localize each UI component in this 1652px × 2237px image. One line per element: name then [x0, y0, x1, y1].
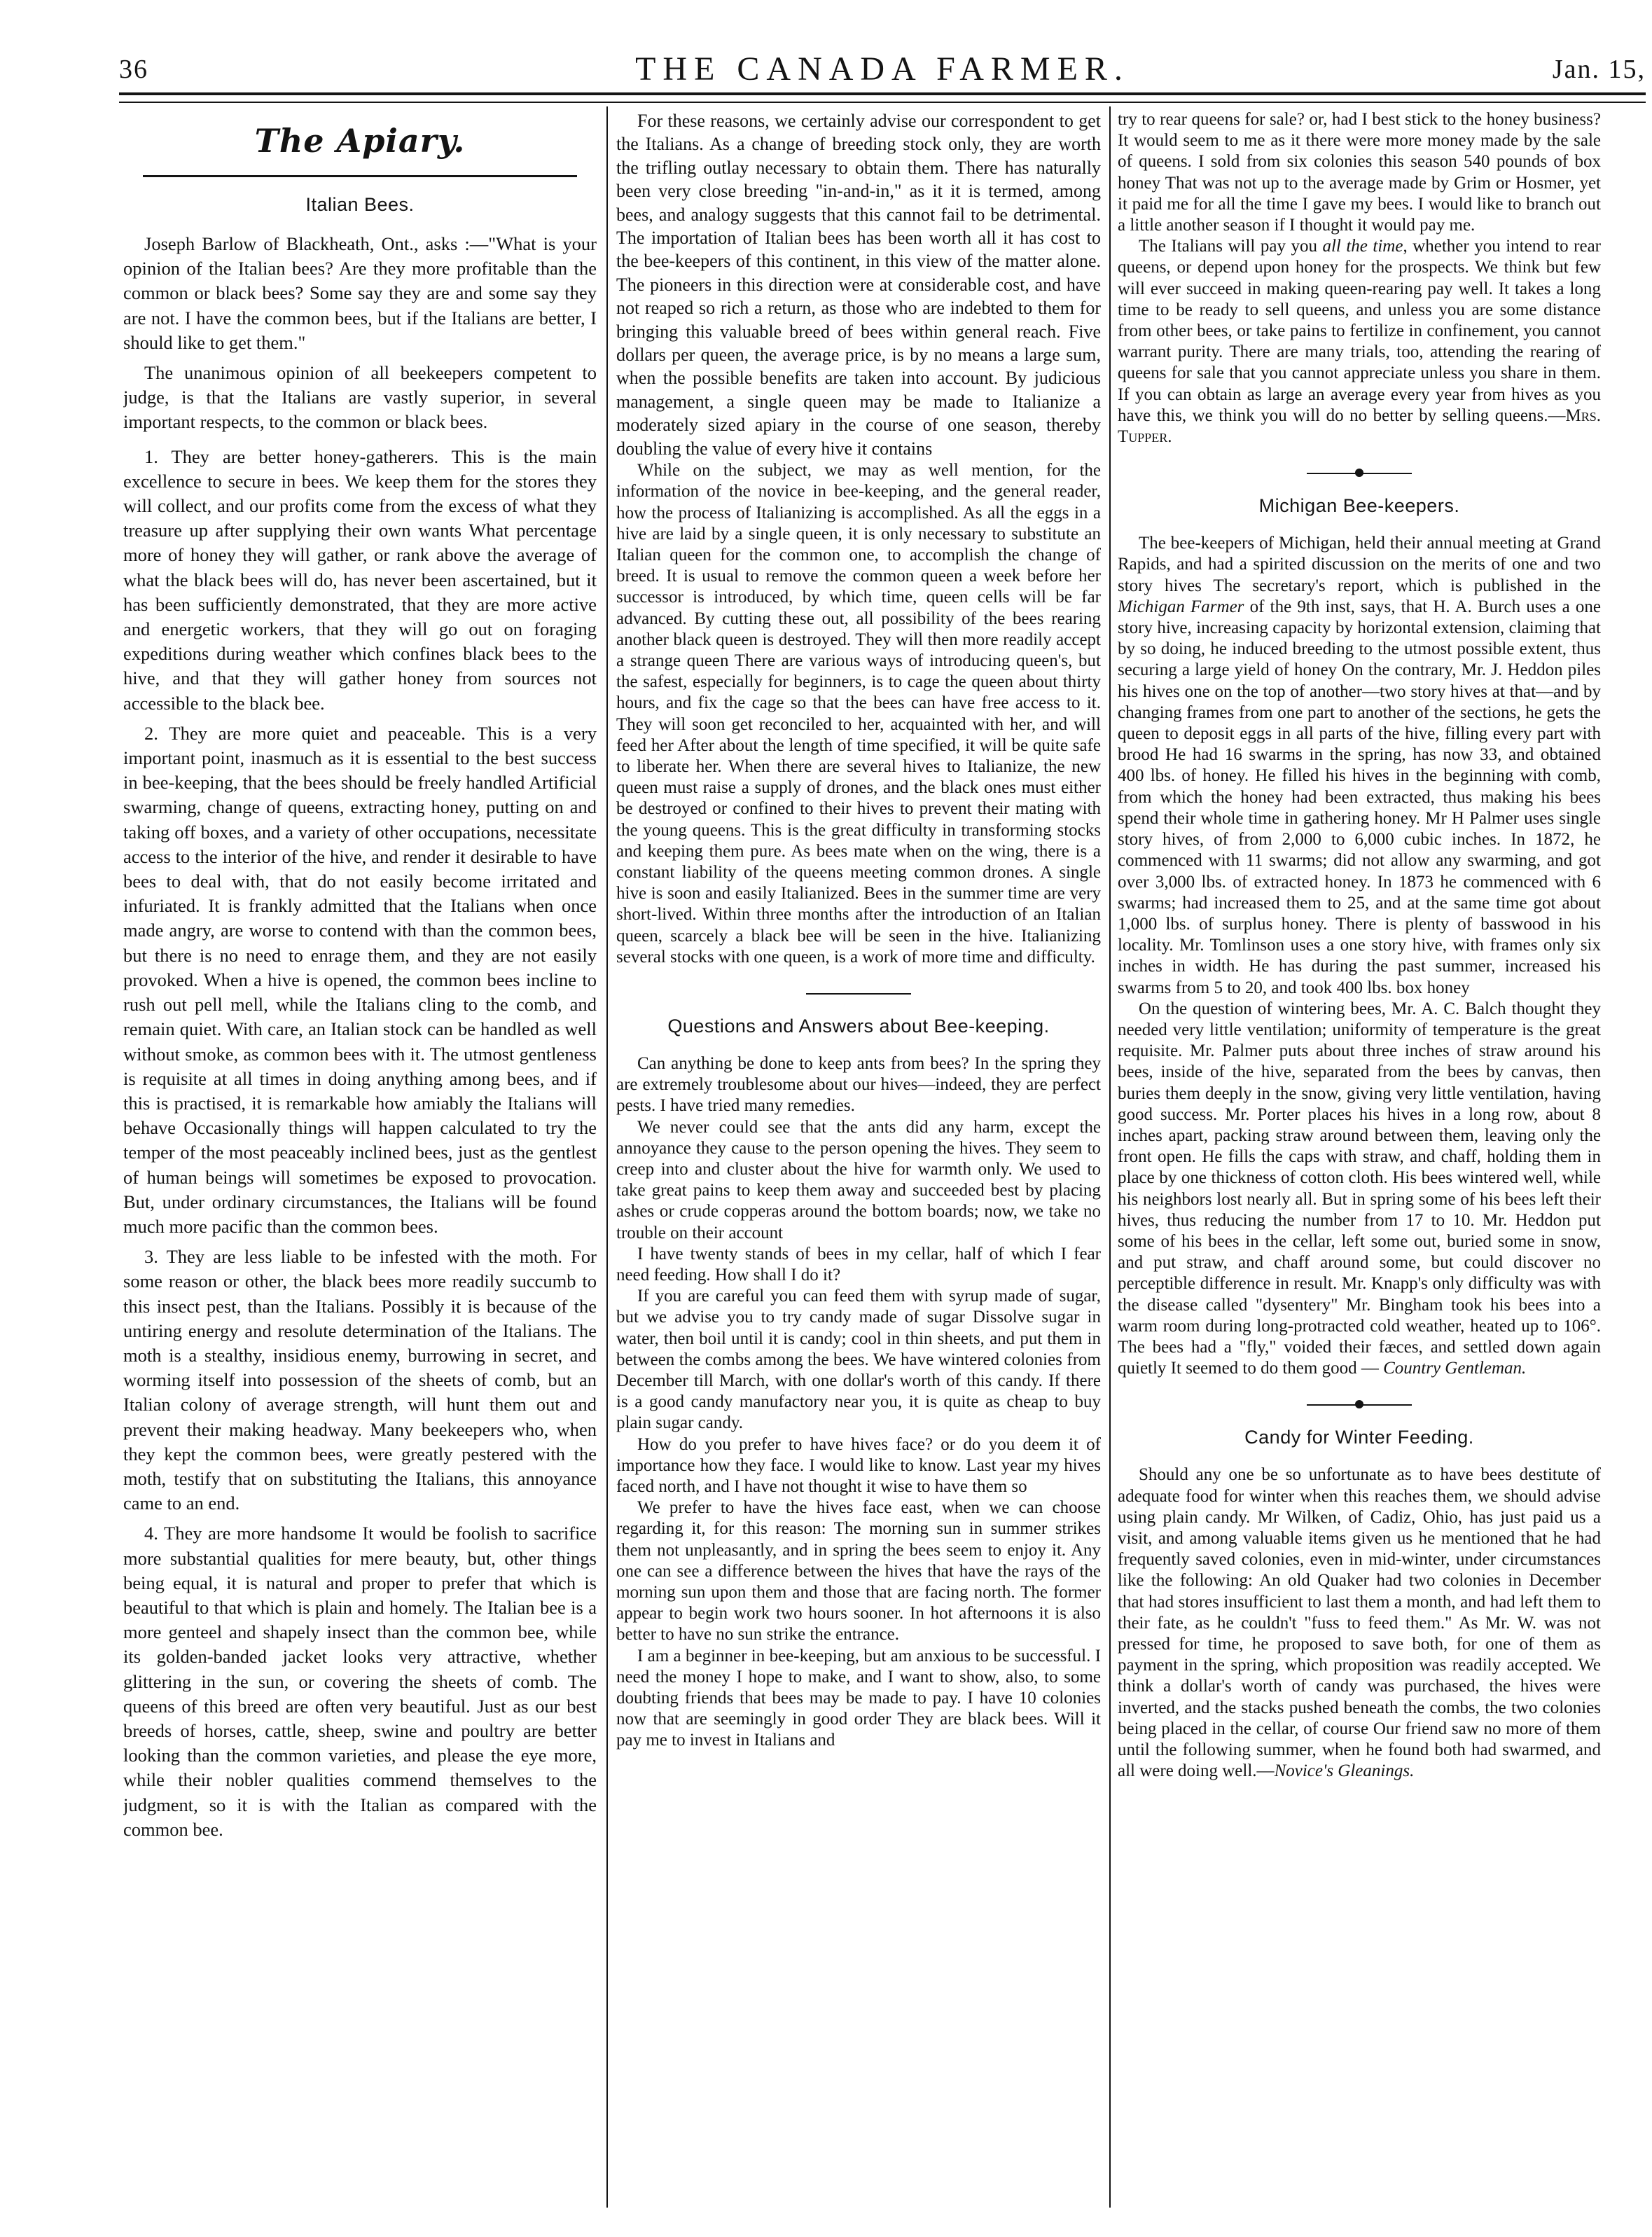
section-separator — [616, 989, 1101, 999]
question-paragraph: try to rear queens for sale? or, had I best stick to the honey business? It would seem to me as it there were more money made by the sale of queens. I sold from six colonies this season 540 pounds of box honey That was not up to the average made by Grim or Hosmer, yet it paid me for all the time I gave my bees. I would like to branch out a little another season if I thought it would pay me. — [1118, 110, 1601, 235]
answer-paragraph: If you are careful you can feed them with syrup made of sugar, but we advise you to try candy made of sugar Dissolve sugar in water, then boil until it is candy; cool in thin sheets, and put them in between the combs among the bees. We have wintered colonies from December till March, with one dollar's worth of this candy. If there is a good candy manufactory near you, it is quite as cheap to buy plain sugar candy. — [616, 1287, 1101, 1433]
article-heading-michigan: Michigan Bee-keepers. — [1258, 495, 1460, 517]
article-paragraph: Joseph Barlow of Blackheath, Ont., asks :—"What is your opinion of the Italian bees? Are they more profitable than the common or black bees? Some say they are and some say they are not. I have the common bees, but if the Italians are better, I should like to get them." — [123, 233, 597, 353]
separator-ornament — [1355, 469, 1363, 477]
column-3 — [1118, 109, 1601, 2210]
article-paragraph: The unanimous opinion of all beekeepers competent to judge, is that the Italians are vastly superior, in several important respects, to the common or black bees. — [123, 362, 597, 433]
column-2 — [616, 109, 1101, 2210]
article-heading-questions-answers: Questions and Answers about Bee-keeping. — [667, 1015, 1050, 1037]
article-heading-candy: Candy for Winter Feeding. — [1244, 1427, 1474, 1448]
masthead — [119, 45, 1646, 94]
article-paragraph: The bee-keepers of Michigan, held their annual meeting at Grand Rapids, and had a spirited discussion on the merits of one and two story hives The secretary's report, which is published in the Michigan Farmer of the 9th inst, says, that H. A. Burch uses a one story hive, increasing capacity by horizontal extension, claiming that by so doing, he induced breeding to the utmost possible extent, thus securing a large yield of honey On the contrary, Mr. J. Heddon piles his hives one on the top of another—two story hives at that—and by changing frames from one part to another of the sections, he gets the queen to deposit eggs in all parts of the hive, filling every part with brood He had 16 swarms in the spring, has now 33, and obtained 400 lbs. of honey. He filled his hives in the beginning with comb, from which the honey had been extracted, thus making his bees spend their whole time in gathering honey. Mr H Palmer uses single story hives, of from 2,000 to 6,000 cubic inches. In 1872, he commenced with 11 swarms; did not allow any swarming, and got over 3,000 lbs. of extracted honey. In 1873 he commenced with 6 swarms; had increased them to 25, and at the same time got about 1,000 lbs. of surplus honey. There is plenty of basswood in his locality. Mr. Tomlinson uses a one story hive, with frames only six inches in width. He has during the past summer, increased his swarms from 5 to 20, and took 400 lbs. box honey — [1118, 534, 1601, 997]
article-paragraph: 3. They are less liable to be infested with the moth. For some reason or other, the black bees more readily succumb to this insect pest, than the Italians. Possibly it is because of the untiring energy and resolute determination of the Italians. The moth is a stealthy, insidious enemy, burrowing in secret, and worming itself into possession of the sheets of comb, but an Italian colony of average strength, will hunt them out and prevent their making headway. Many beekeepers who, when they kept the common bees, were greatly pestered with the moth, testify that on substituting the Italians, this annoyance came to an end. — [123, 1246, 597, 1514]
separator-ornament — [1355, 1400, 1363, 1408]
article-paragraph: 1. They are better honey-gatherers. This is the main excellence to secure in bees. We keep them for the stores they will collect, and our profits come from the excess of what they treasure up after supplying their own wants What percentage more of honey they will gather, or rank above the average of what the black bees will do, has never been ascertained, but it has been sufficiently demonstrated, that they are more active and energetic workers, that they will go out on foraging expeditions during weather which confines black bees to the hive, and that they will gather honey from sources not accessible to the black bee. — [123, 445, 597, 714]
masthead-rule — [119, 92, 1646, 103]
article-paragraph: Should any one be so unfortunate as to have bees destitute of adequate food for winter when this reaches them, we should advise using plain candy. Mr Wilken, of Cadiz, Ohio, has just paid us a visit, and among valuable items given us he mentioned that he had frequently saved colonies, even in mid-winter, under circumstances like the following: An old Quaker had two colonies in December that had stores insufficient to last them a month, and had left them to their fate, as he couldn't "fuss to feed them." As Mr. W. was not pressed for time, he proposed to save both, for one of them as payment in the spring, which proposition was readily accepted. We think a dollar's worth of candy was purchased, the hives were inverted, and the stacks pushed beneath the combs, the two colonies being placed in the cellar, of course Our friend saw no more of them until the following summer, when he found both had swarmed, and all were doing well.—Novice's Gleanings. — [1118, 1465, 1601, 1781]
column-divider — [606, 106, 608, 2208]
answer-paragraph: We prefer to have the hives face east, when we can choose regarding it, for this reason: The morning sun in summer strikes them not unpleasantly, and in spring the bees seem to enjoy it. Any one can see a difference between the hives that have the rays of the morning sun upon them and those that are facing north. The former appear to begin work two hours sooner. In hot afternoons it is also better to have no sun strike the entrance. — [616, 1498, 1101, 1644]
article-paragraph: 4. They are more handsome It would be foolish to sacrifice more substantial qualities for mere beauty, but, other things being equal, it is natural and proper to prefer that which is beautiful to that which is plain and homely. The Italian bee is a more genteel and shapely insect than the common bee, while its golden-banded jacket looks very attractive, whether glittering in the sun, or covering the sheets of comb. The queens of this breed are often very beautiful. Just as our best breeds of horses, cattle, sheep, swine and poultry are better looking than the common varieties, and please the eye more, while their nobler qualities commend themselves to the judgment, so it is with the Italian as compared with the common bee. — [123, 1523, 597, 1840]
page-number: 36 — [119, 55, 148, 84]
article-paragraph: On the question of wintering bees, Mr. A. C. Balch thought they needed very little ventilation; uniformity of temperature is the great requisite. Mr. Palmer puts about three inches of straw around his bees, inside of the hive, separated from the bees by canvas, then buries them deeply in the snow, giving very little ventilation, having good success. Mr. Porter places his hives in a long row, about 8 inches apart, packing straw around between them, leaving only the front open. He fills the caps with straw, and chaff, holding them in place by one thickness of cotton cloth. His bees wintered well, while his neighbors lost nearly all. But in spring some of his bees left their hives, thus reducing the number from 17 to 10. Mr. Heddon put some of his bees in the cellar, left some out, buried some in snow, and put straw, and chaff around some, but could discover no perceptible difference in result. Mr. Knapp's only difficulty was with the disease called "dysentery" Mr. Bingham took his bees into a warm room during long-protracted cold weather, heated up to 106°. The bees had a "fly," voided their fæces, and settled down again quietly It seemed to do them good — Country Gentleman. — [1118, 999, 1601, 1378]
article-paragraph: While on the subject, we may as well mention, for the information of the novice in bee-keeping, and the general reader, how the process of Italianizing is accomplished. As all the eggs in a hive are laid by a single queen, it is only necessary to substitute an Italian queen for the common one, to accomplish the change of breed. It is usual to remove the common queen a week before her successor is introduced, by which time, queen cells will be far advanced. By cutting these out, all possibility of the bees rearing another black queen is destroyed. They will then more readily accept a strange queen There are various ways of introducing queen's, but the safest, especially for beginners, is to cage the queen about thirty hours, and fix the cage so that the bees can have free access to it. They will soon get reconciled to her, acquainted with her, and will feed her After about the length of time specified, it will be quite safe to liberate her. When there are several hives to Italianize, the new queen must raise a supply of drones, and the black ones must either be destroyed or confined to their hives to prevent their mating with the young queens. This is the great difficulty in transforming stocks and keeping them pure. As bees mate when on the wing, there is a constant liability of the queens meeting common drones. A single hive is soon and easily Italianized. Bees in the summer time are very short-lived. Within three months after the introduction of an Italian queen, scarcely a black bee will be seen in the hive. Italianizing several stocks with one queen, is a work of more time and difficulty. — [616, 461, 1101, 967]
section-separator — [1118, 1400, 1601, 1410]
answer-paragraph: The Italians will pay you all the time, whether you intend to rear queens, or depend upon honey for the prospects. We think but few will ever succeed in making queen-rearing pay well. It takes a long time to be ready to sell queens, and unless you are some distance from other bees, or take pains to fertilize in confinement, you cannot warrant purity. There are many trials, too, attending the rearing of queens for sale that you cannot appreciate unless you share in them. If you can obtain as large an average every year from hives as you have this, we think you will do no better by selling queens.—Mrs. Tupper. — [1118, 237, 1601, 447]
question-paragraph: I have twenty stands of bees in my cellar, half of which I fear need feeding. How shall I do it? — [616, 1244, 1101, 1284]
answer-paragraph: We never could see that the ants did any harm, except the annoyance they cause to the person opening the hives. They seem to creep into and cluster about the hive for warmth only. We used to take great pains to keep them away and succeeded best by placing ashes or crude copperas around the bottom boards; now, we take no trouble on their account — [616, 1117, 1101, 1242]
question-paragraph: I am a beginner in bee-keeping, but am anxious to be successful. I need the money I hope to make, and I want to show, also, to some doubting friends that bees may be made to pay. I have 10 colonies now that are seemingly in good order They are black bees. Will it pay me to invest in Italians and — [616, 1646, 1101, 1750]
column-divider — [1109, 106, 1111, 2208]
article-paragraph: For these reasons, we certainly advise our correspondent to get the Italians. As a change of breeding stock only, they are worth the trifling outlay necessary to obtain them. There has naturally been very close breeding "in-and-in," as it it is termed, among bees, and analogy suggests that this cannot fail to be detrimental. The importation of Italian bees has been worth all it has cost to the bee-keepers of this continent, in this view of the matter alone. The pioneers in this direction were at considerable cost, and have not reaped so rich a return, as those who are indebted to them for bringing this valuable breed of bees within general reach. Five dollars per queen, the average price, is by no means a large sum, when the possible benefits are taken into account. By judicious management, a single queen may be made to Italianize a moderately sized apiary in the course of one season, thereby doubling the value of every hive it contains — [616, 111, 1101, 459]
department-title: The Apiary. — [254, 122, 466, 160]
article-heading-italian-bees: Italian Bees. — [305, 194, 415, 215]
source-credit: Country Gentleman. — [1383, 1359, 1527, 1378]
section-separator — [1118, 469, 1601, 478]
issue-date: Jan. 15, — [1552, 55, 1646, 84]
source-credit: Novice's Gleanings. — [1274, 1761, 1415, 1781]
question-paragraph: Can anything be done to keep ants from bees? In the spring they are extremely troublesome about our hives—indeed, they are perfect pests. I have tried many remedies. — [616, 1053, 1101, 1116]
column-1 — [123, 109, 597, 2210]
author-signature: Mrs. Tupper. — [1118, 406, 1601, 447]
article-paragraph: 2. They are more quiet and peaceable. This is a very important point, inasmuch as it is essential to the best success in bee-keeping, that the bees should be freely handled Artificial swarming, change of queens, extracting honey, putting on and taking off boxes, and a variety of other occupations, necessitate access to the interior of the hive, and render it desirable to have bees to deal with, that do not easily become irritated and infuriated. It is frankly admitted that the Italians when once made angry, are worse to contend with than the common bees, but there is no need to enrage them, and they are not easily provoked. When a hive is opened, the common bees incline to rush out pell mell, while the Italians cling to the comb, and remain quiet. With care, an Italian stock can be handled as well without smoke, as common bees with it. The utmost gentleness is requisite at all times in doing anything among bees, and if this is practised, it is remarkable how amiably the Italians will behave Occasionally things will happen calculated to try the temper of the most peaceably inclined bees, just as the gentlest of human beings will sometimes be exposed to provocation. But, under ordinary circumstances, the Italians will be found much more pacific than the common bees. — [123, 722, 597, 1237]
department-rule — [143, 175, 577, 177]
question-paragraph: How do you prefer to have hives face? or do you deem it of importance how they face. I would like to know. Last year my hives faced north, and I have not thought it wise to have them so — [616, 1434, 1101, 1497]
newspaper-title: THE CANADA FARMER. — [635, 50, 1130, 88]
